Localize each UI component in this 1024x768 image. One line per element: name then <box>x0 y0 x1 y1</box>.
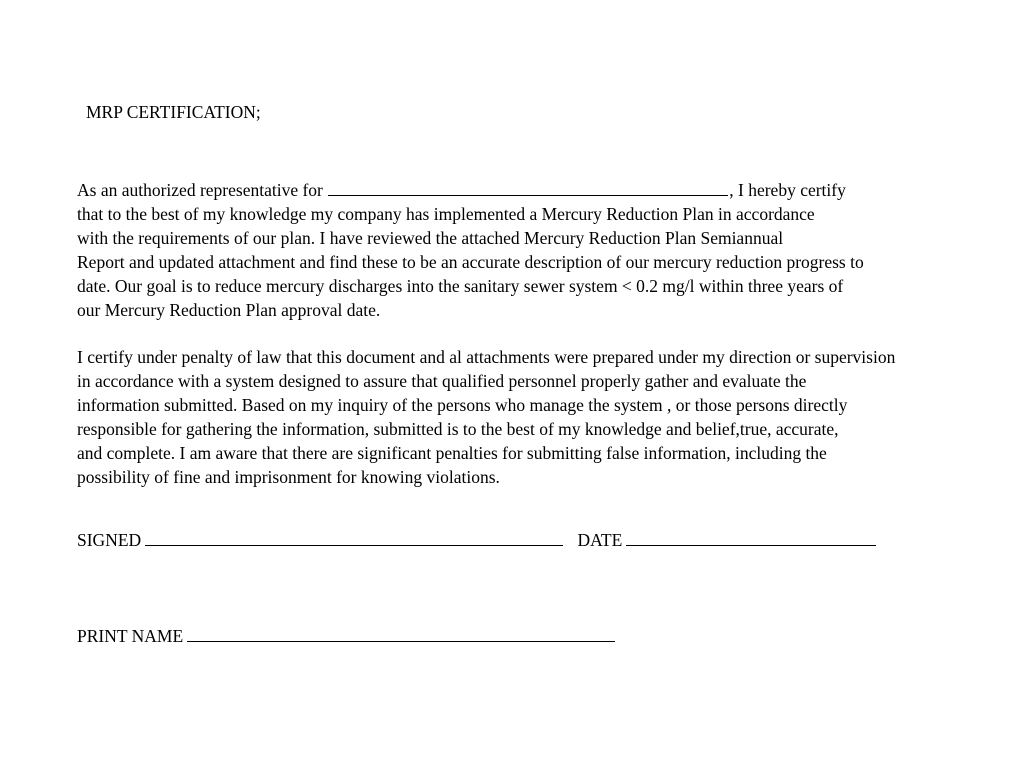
paragraph-line: our Mercury Reduction Plan approval date. <box>77 300 381 320</box>
print-name-label: PRINT NAME <box>77 626 184 646</box>
penalty-paragraph <box>77 345 1017 489</box>
paragraph-line: possibility of fine and imprisonment for knowing violations. <box>77 467 500 487</box>
paragraph-line: that to the best of my knowledge my company has implemented a Mercury Reduction Plan in accordance <box>77 204 815 224</box>
paragraph-line: information submitted. Based on my inquiry of the persons who manage the system , or those persons directly <box>77 395 848 415</box>
signature-blank[interactable] <box>145 531 563 546</box>
paragraph-line: responsible for gathering the information, submitted is to the best of my knowledge and belief,true, accurate, <box>77 419 839 439</box>
date-label: DATE <box>577 530 623 550</box>
print-name-row <box>77 624 615 648</box>
paragraph-line: with the requirements of our plan. I have reviewed the attached Mercury Reduction Plan Semiannual <box>77 228 784 248</box>
paragraph-line: in accordance with a system designed to assure that qualified personnel properly gather and evaluate the <box>77 371 807 391</box>
paragraph-line: and complete. I am aware that there are significant penalties for submitting false information, including the <box>77 443 827 463</box>
company-name-blank[interactable] <box>328 181 728 196</box>
representative-text-before: As an authorized representative for <box>77 180 323 200</box>
paragraph-line <box>77 178 1017 202</box>
paragraph-line: I certify under penalty of law that this document and al attachments were prepared under my direction or supervision <box>77 347 896 367</box>
date-blank[interactable] <box>626 531 876 546</box>
signature-row <box>77 528 876 552</box>
representative-text-after: , I hereby certify <box>729 180 846 200</box>
print-name-blank[interactable] <box>187 627 615 642</box>
document-title: MRP CERTIFICATION; <box>86 102 261 122</box>
certification-paragraph <box>77 178 1017 322</box>
paragraph-line: date. Our goal is to reduce mercury discharges into the sanitary sewer system < 0.2 mg/l within three years of <box>77 276 844 296</box>
signed-label: SIGNED <box>77 530 142 550</box>
paragraph-line: Report and updated attachment and find these to be an accurate description of our mercury reduction progress to <box>77 252 864 272</box>
